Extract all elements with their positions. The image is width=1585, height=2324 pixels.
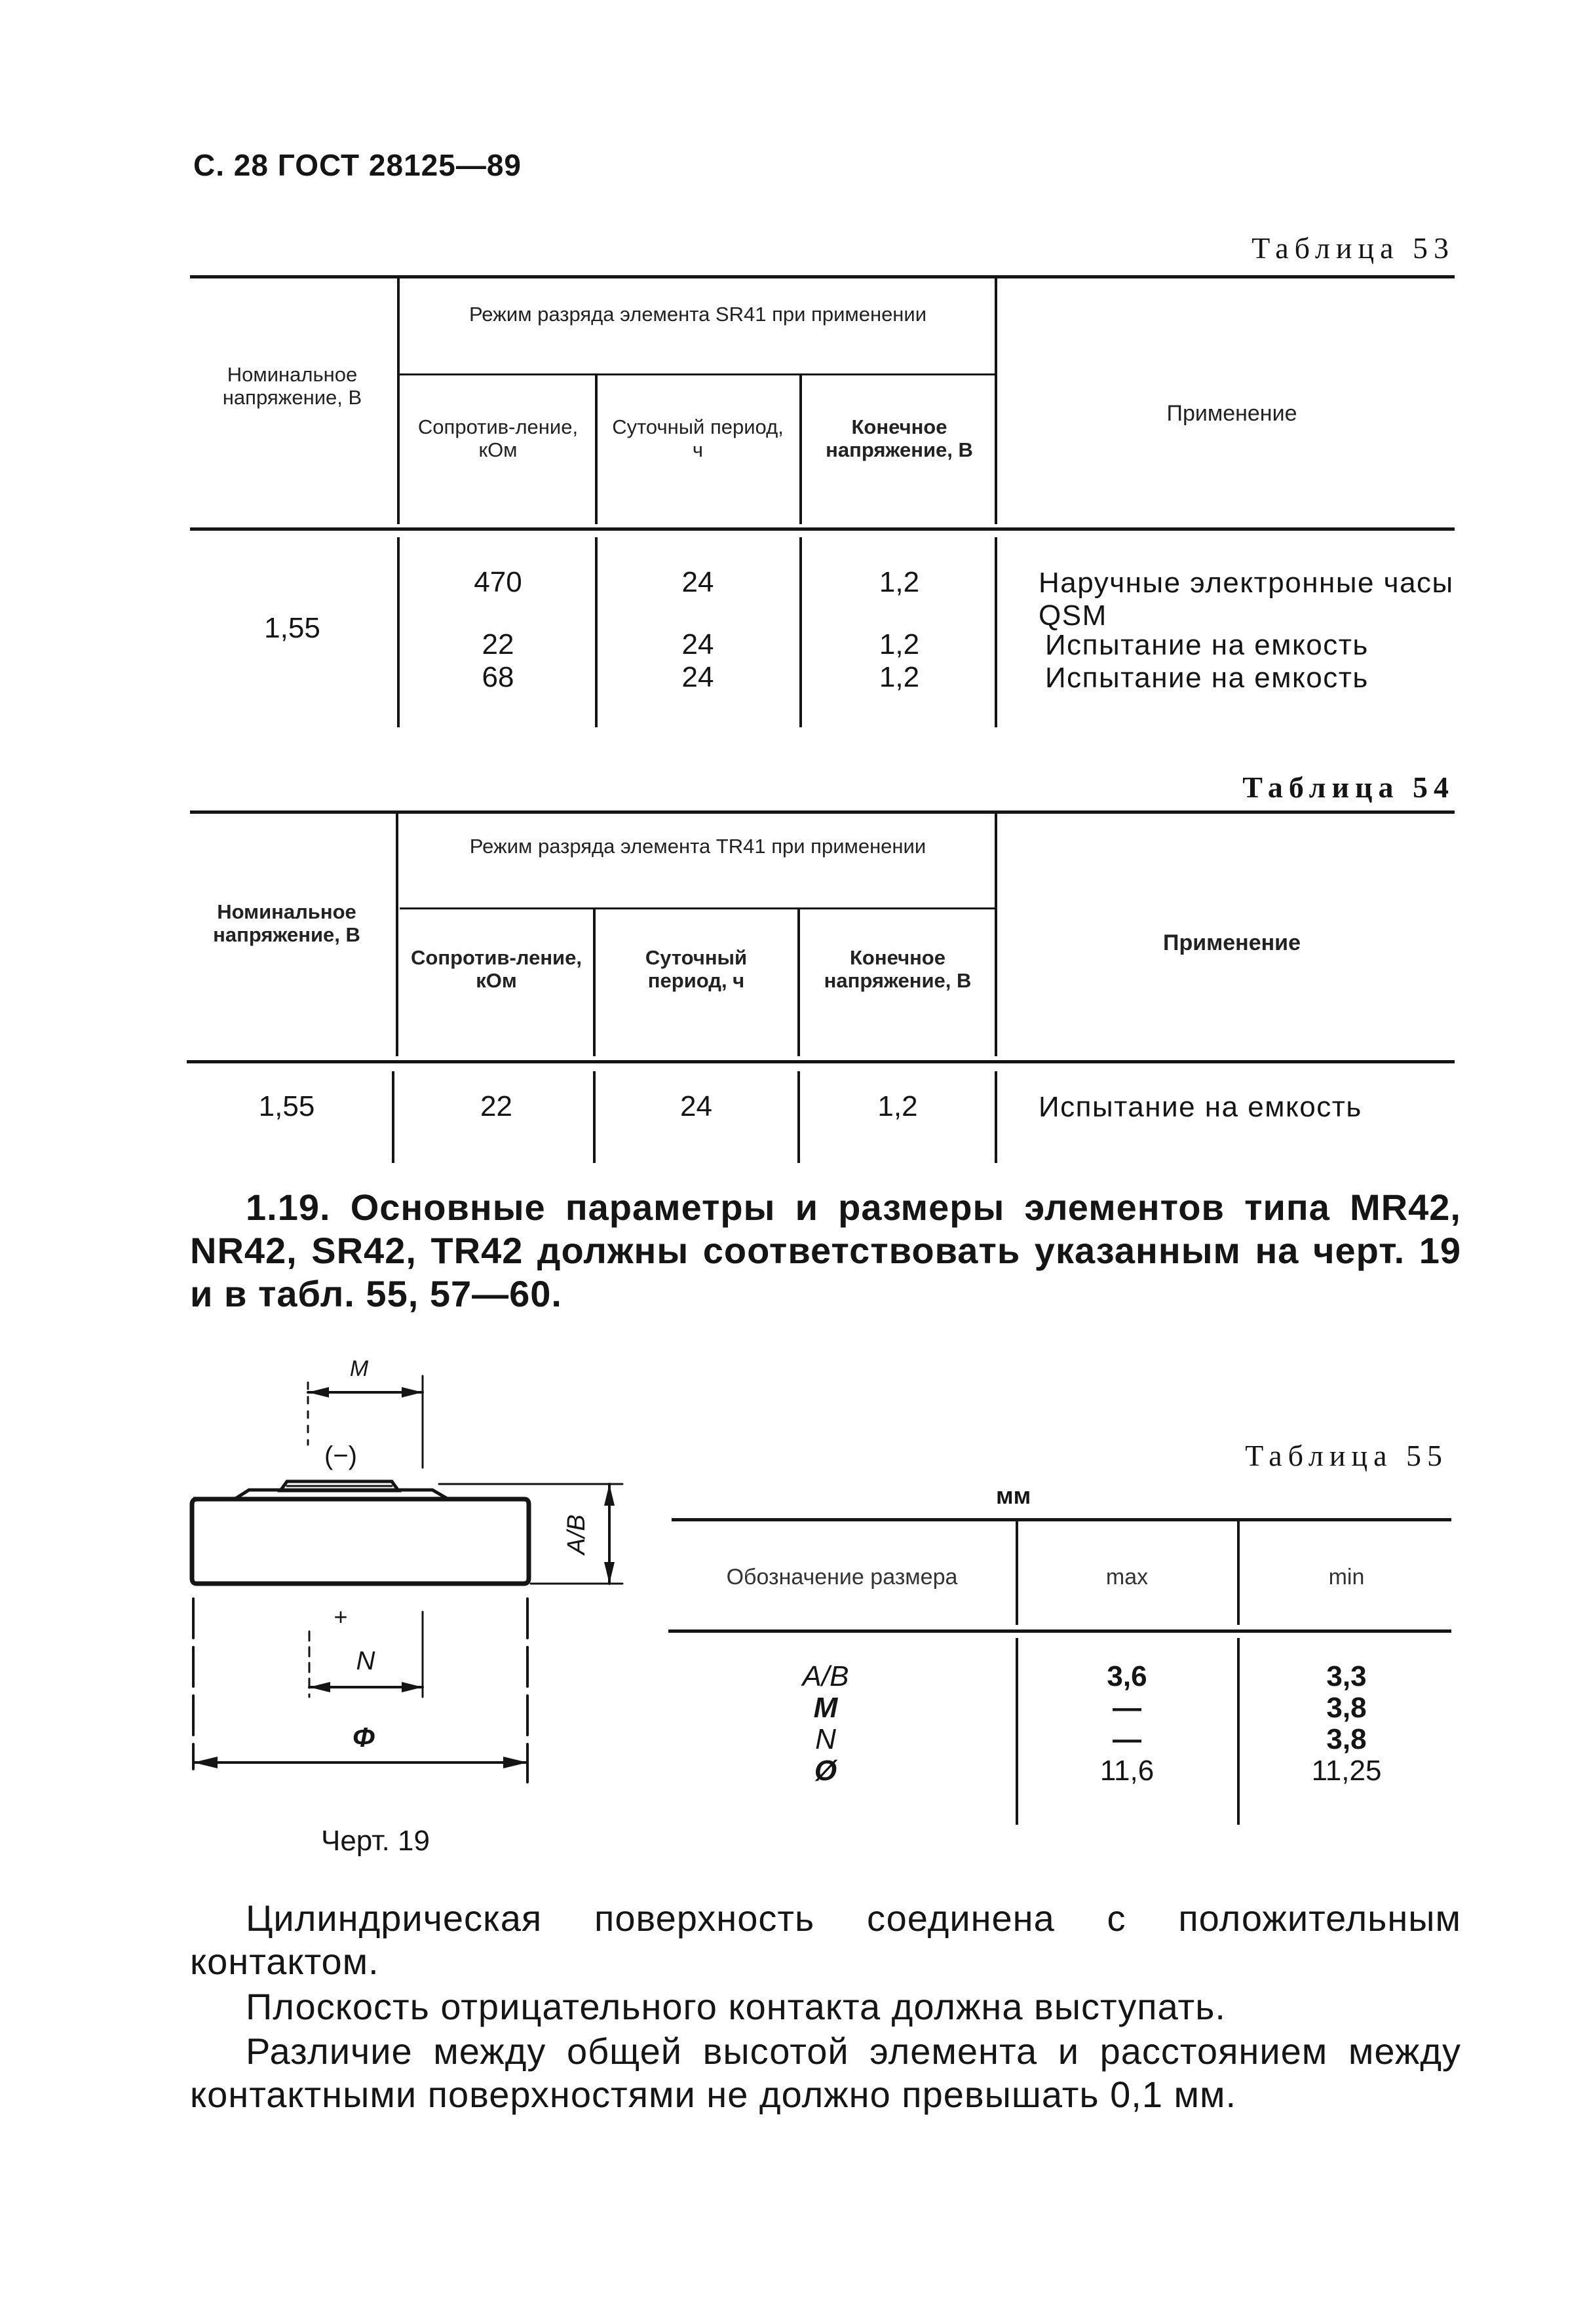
table-row-resistance: 22 [480, 1090, 512, 1122]
col-voltage-header: Номинальное напряжение, В [213, 900, 360, 946]
table-row-designation: M [813, 1692, 838, 1724]
table-row-min: 3,8 [1326, 1692, 1367, 1724]
label-ab: A/B [563, 1514, 590, 1555]
paragraph-1-19: 1.19. Основные параметры и размеры элементов типа MR42, NR42, SR42, TR42 должны соответствовать указанным на черт. 19 и в табл. 55, 57—60. [190, 1187, 1461, 1315]
table-54-caption: Таблица 54 [1242, 771, 1455, 804]
table-row-resistance: 22 [482, 628, 514, 660]
table-row-min: 3,8 [1326, 1723, 1367, 1755]
table-row-resistance: 68 [482, 661, 514, 693]
col-min-header: min [1328, 1565, 1365, 1590]
table-row-period: 24 [680, 1090, 712, 1122]
col-application-header: Применение [1166, 401, 1297, 426]
table-row-min: 3,3 [1326, 1660, 1367, 1692]
table-row-min: 11,25 [1311, 1755, 1382, 1787]
paragraph-negative-contact: Плоскость отрицательного контакта должна выступать. [246, 1986, 1226, 2027]
label-n: N [356, 1647, 375, 1675]
table-row-final: 1,2 [879, 661, 920, 693]
col-final-header: Конечное напряжение, В [824, 946, 972, 992]
label-m: M [349, 1356, 369, 1381]
table-row-application: Испытание на емкость [1045, 662, 1369, 694]
table-53-caption: Таблица 53 [1251, 231, 1455, 265]
col-period-header: Суточный период, ч [645, 946, 748, 992]
drawing-caption: Черт. 19 [321, 1825, 430, 1857]
voltage-value: 1,55 [264, 612, 320, 644]
col-resistance-header: Сопротив-ление, кОм [417, 415, 579, 461]
label-phi: Φ [352, 1722, 375, 1753]
table-row-max: 3,6 [1107, 1660, 1147, 1692]
col-resistance-header: Сопротив-ление, кОм [411, 946, 582, 992]
col-period-header: Суточный период, ч [612, 415, 784, 461]
col-final-header: Конечное напряжение, В [826, 415, 973, 461]
col-max-header: max [1105, 1565, 1149, 1590]
paragraph-cylinder: Цилиндрическая поверхность соединена с положительным контактом. [190, 1897, 1461, 1983]
table-row-designation: Ø [814, 1755, 837, 1787]
label-minus: (−) [324, 1441, 357, 1470]
col-application-header: Применение [1163, 930, 1301, 955]
col-voltage-header: Номинальное напряжение, В [222, 363, 362, 409]
label-plus: + [334, 1603, 348, 1630]
paragraph-height-difference: Различие между общей высотой элемента и расстоянием между контактными поверхностями не должно превышать 0,1 мм. [190, 2030, 1461, 2116]
table-row-application: Испытание на емкость [1039, 1091, 1362, 1123]
table-row-application: Наручные электронные часы QSM [1039, 567, 1454, 632]
table-row-resistance: 470 [474, 566, 522, 598]
voltage-value: 1,55 [258, 1090, 315, 1122]
table-row-period: 24 [681, 661, 714, 693]
table-row-period: 24 [681, 628, 714, 660]
table-row-designation: A/B [802, 1660, 849, 1692]
table-row-final: 1,2 [879, 566, 920, 598]
table-row-max: 11,6 [1099, 1755, 1155, 1787]
page-header: С. 28 ГОСТ 28125—89 [193, 148, 522, 182]
table-row-period: 24 [681, 566, 714, 598]
drawing-19 [183, 1350, 655, 1808]
table-row-final: 1,2 [879, 628, 920, 660]
table-row-final: 1,2 [877, 1090, 918, 1122]
table-row-max: — [1113, 1723, 1141, 1755]
table-row-application: Испытание на емкость [1045, 629, 1369, 661]
group-header: Режим разряда элемента TR41 при применении [469, 835, 926, 858]
table-row-designation: N [815, 1723, 836, 1755]
table-55-unit: мм [996, 1482, 1031, 1509]
group-header: Режим разряда элемента SR41 при применении [468, 303, 927, 326]
col-designation-header: Обозначение размера [726, 1565, 958, 1590]
table-55-caption: Таблица 55 [1245, 1439, 1448, 1472]
table-row-max: — [1113, 1692, 1141, 1724]
